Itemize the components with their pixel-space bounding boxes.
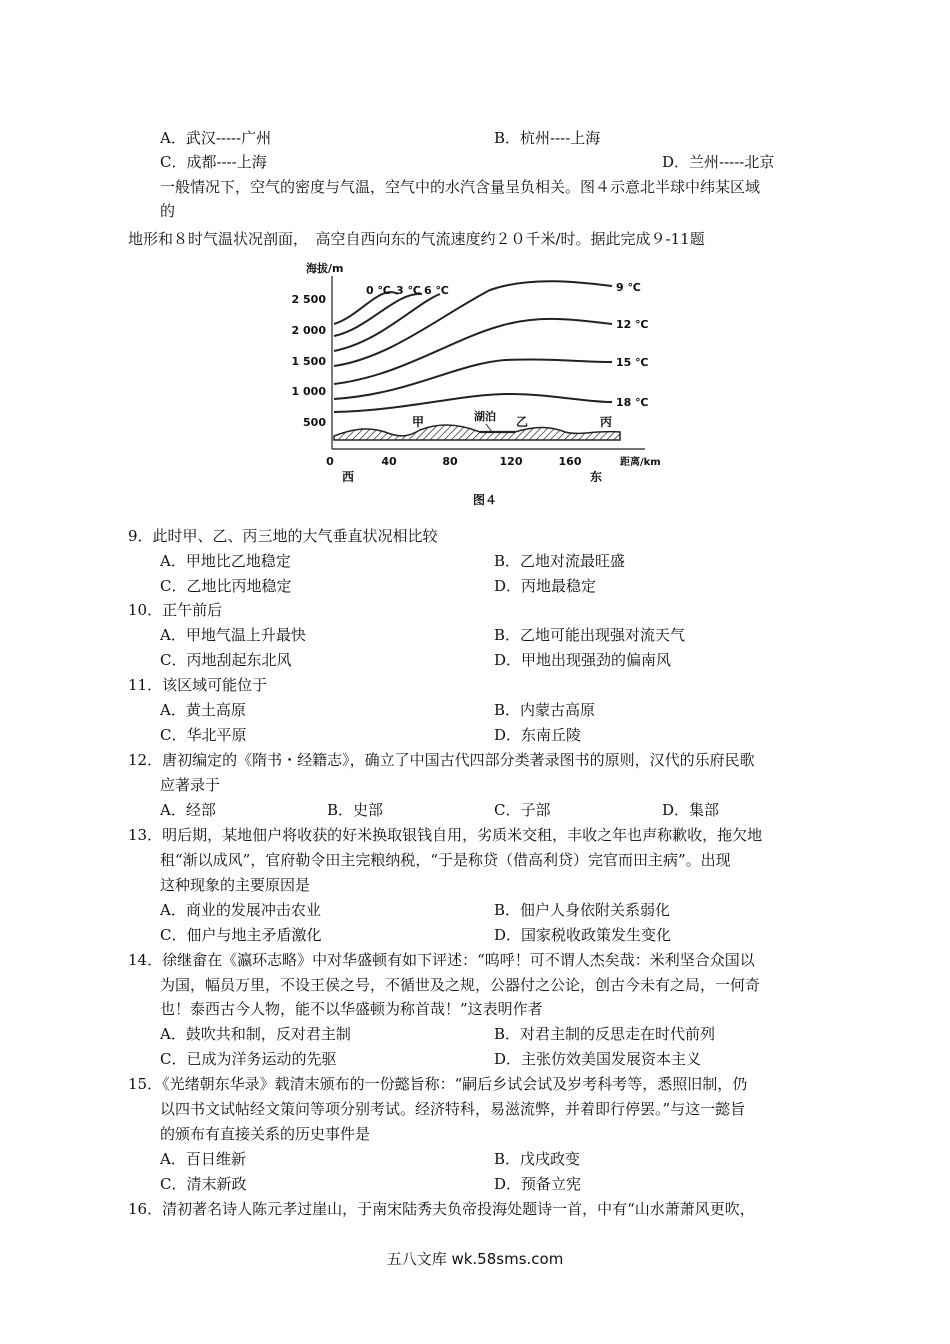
- y-tick-2500: 2 500: [291, 293, 326, 306]
- q9-option-d: D．丙地最稳定: [494, 577, 597, 595]
- q11-option-a: A．黄土高原: [160, 701, 246, 719]
- isotherm-15: [334, 359, 612, 399]
- east-label: 东: [590, 470, 603, 484]
- place-bing: 丙: [600, 415, 613, 429]
- q8-option-c: C．成都----上海: [160, 153, 267, 171]
- x-tick-160: 160: [558, 455, 582, 468]
- q14-stem-line-2: 为国，幅员万里，不设王侯之号，不循世及之规，公器付之公论，创古今未有之局，一何奇: [160, 976, 761, 994]
- q13-stem-line-1: 13．明后期，某地佃户将收获的好米换取银钱自用，劣质米交租，丰收之年也声称歉收，拖欠地: [128, 826, 763, 844]
- q13-option-a: A．商业的发展冲击农业: [160, 901, 321, 919]
- q9-option-b: B．乙地对流最旺盛: [494, 552, 626, 570]
- y-tick-500: 500: [303, 416, 326, 429]
- q9-stem: 9．此时甲、乙、丙三地的大气垂直状况相比较: [128, 527, 438, 545]
- q10-option-c: C．丙地刮起东北风: [160, 651, 292, 669]
- q8-option-a: A．武汉-----广州: [160, 129, 272, 147]
- y-tick-1500: 1 500: [291, 355, 326, 368]
- q14-stem-line-1: 14．徐继畲在《瀛环志略》中对华盛顿有如下评述：“呜呼！可不谓人杰矣哉：米利坚合众国以: [128, 951, 755, 969]
- x-tick-80: 80: [442, 455, 458, 468]
- q9-option-a: A．甲地比乙地稳定: [160, 552, 291, 570]
- intro-line-2: 的: [160, 202, 176, 220]
- isotherm-label-6: 6 ℃: [424, 284, 449, 297]
- q15-stem-line-3: 的颁布有直接关系的历史事件是: [160, 1125, 371, 1143]
- isotherm-label-12: 12 ℃: [616, 318, 649, 331]
- q8-option-b: B．杭州----上海: [494, 129, 601, 147]
- isotherm-label-15: 15 ℃: [616, 356, 649, 369]
- x-tick-40: 40: [381, 455, 397, 468]
- isotherm-18: [334, 394, 612, 412]
- q11-option-b: B．内蒙古高原: [494, 701, 596, 719]
- x-axis-title: 距离/km: [620, 457, 661, 468]
- q16-stem-line-1: 16．清初著名诗人陈元孝过崖山，于南宋陆秀夫负帝投海处题诗一首，中有“山水萧萧风更吹，: [128, 1200, 755, 1218]
- lake-label: 湖泊: [474, 410, 496, 423]
- q12-stem-line-1: 12．唐初编定的《隋书・经籍志》，确立了中国古代四部分类著录图书的原则，汉代的乐府民歌: [128, 751, 755, 769]
- isotherm-label-3: 3 ℃: [396, 284, 421, 297]
- west-label: 西: [342, 470, 355, 484]
- q15-option-c: C．清末新政: [160, 1175, 247, 1193]
- q10-option-d: D．甲地出现强劲的偏南风: [494, 651, 672, 669]
- q13-option-d: D．国家税收政策发生变化: [494, 926, 672, 944]
- isotherm-3: [334, 294, 422, 336]
- q12-option-d: D．集部: [662, 801, 720, 819]
- q14-option-d: D．主张仿效美国发展资本主义: [494, 1050, 702, 1068]
- place-yi: 乙: [516, 415, 529, 429]
- terrain-profile: [334, 425, 620, 440]
- q13-option-c: C．佃户与地主矛盾激化: [160, 926, 322, 944]
- isotherm-label-18: 18 ℃: [616, 396, 649, 409]
- place-jia: 甲: [412, 415, 425, 429]
- y-tick-1000: 1 000: [291, 385, 326, 398]
- q11-option-d: D．东南丘陵: [494, 726, 582, 744]
- q10-option-b: B．乙地可能出现强对流天气: [494, 626, 686, 644]
- q13-option-b: B．佃户人身依附关系弱化: [494, 901, 671, 919]
- y-axis-title: 海拔/m: [306, 262, 344, 275]
- q10-stem: 10．正午前后: [128, 601, 223, 619]
- q11-option-c: C．华北平原: [160, 726, 247, 744]
- page-footer: 五八文库 wk.58sms.com: [386, 1250, 564, 1268]
- q12-option-c: C．子部: [494, 801, 551, 819]
- y-tick-2000: 2 000: [291, 324, 326, 337]
- q9-option-c: C．乙地比丙地稳定: [160, 577, 292, 595]
- q15-option-a: A．百日维新: [160, 1150, 246, 1168]
- q14-stem-line-3: 也！泰西古今人物，能不以华盛顿为称首哉！”这表明作者: [160, 1000, 543, 1018]
- isotherm-label-9: 9 ℃: [616, 281, 641, 294]
- x-tick-0: 0: [326, 455, 334, 468]
- q13-stem-line-3: 这种现象的主要原因是: [160, 876, 311, 894]
- q11-stem: 11．该区域可能位于: [128, 676, 268, 694]
- figure-caption: 图４: [473, 493, 498, 507]
- figure-4-cross-section: [290, 254, 690, 512]
- q15-option-b: B．戊戌政变: [494, 1150, 581, 1168]
- q14-option-a: A．鼓吹共和制，反对君主制: [160, 1025, 351, 1043]
- x-tick-120: 120: [499, 455, 523, 468]
- q15-stem-line-2: 以四书文试帖经文策问等项分别考试。经济特科，易滋流弊，并着即行停罢。”与这一懿旨: [160, 1100, 746, 1118]
- q14-option-c: C．已成为洋务运动的先驱: [160, 1050, 337, 1068]
- isotherm-label-0: 0 ℃: [366, 284, 391, 297]
- q15-stem-line-1: 15．《光绪朝东华录》载清末颁布的一份懿旨称：“嗣后乡试会试及岁考科考等，悉照旧制，仍: [128, 1075, 748, 1093]
- q15-option-d: D．预备立宪: [494, 1175, 582, 1193]
- intro-line-3: 地形和８时气温状况剖面， 高空自西向东的气流速度约２０千米/时。据此完成９-11题: [128, 230, 705, 248]
- q10-option-a: A．甲地气温上升最快: [160, 626, 306, 644]
- q12-option-b: B．史部: [327, 801, 384, 819]
- q12-option-a: A．经部: [160, 801, 216, 819]
- lake-pointer: [486, 424, 492, 432]
- q14-option-b: B．对君主制的反思走在时代前列: [494, 1025, 716, 1043]
- intro-line-1: 一般情况下，空气的密度与气温，空气中的水汽含量呈负相关。图４示意北半球中纬某区域: [160, 178, 761, 196]
- q13-stem-line-2: 租“渐以成风”，官府勒令田主完粮纳税，“于是称贷（借高利贷）完官而田主病”。出现: [160, 851, 731, 869]
- q8-option-d: D．兰州-----北京: [662, 153, 775, 171]
- isotherm-12: [334, 319, 612, 384]
- isotherm-6: [334, 294, 440, 351]
- q12-stem-line-2: 应著录于: [160, 776, 221, 794]
